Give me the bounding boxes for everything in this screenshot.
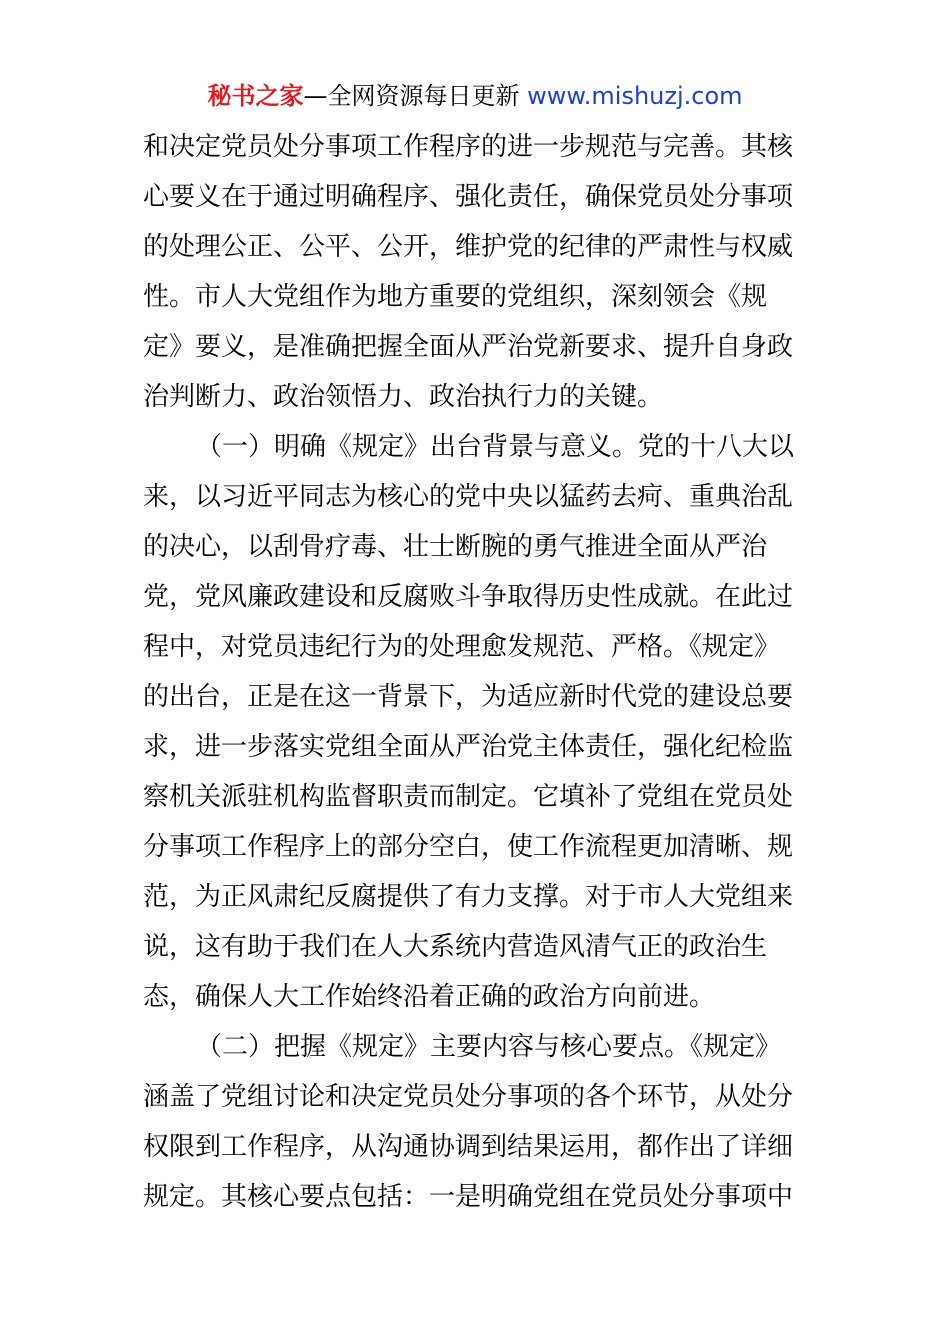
text-line: 定》要义，是准确把握全面从严治党新要求、提升自身政 bbox=[143, 332, 794, 362]
text-line: 态，确保人大工作始终沿着正确的政治方向前进。 bbox=[143, 982, 716, 1012]
text-line: 心要义在于通过明确程序、强化责任，确保党员处分事项 bbox=[143, 182, 794, 212]
text-line: 性。市人大党组作为地方重要的党组织，深刻领会《规 bbox=[143, 282, 768, 312]
text-line: 的出台，正是在这一背景下，为适应新时代党的建设总要 bbox=[143, 682, 794, 712]
page-header bbox=[0, 80, 950, 112]
text-line: 范，为正风肃纪反腐提供了有力支撑。对于市人大党组来 bbox=[143, 882, 794, 912]
text-line: 分事项工作程序上的部分空白，使工作流程更加清晰、规 bbox=[143, 832, 794, 862]
text-line: 规定。其核心要点包括：一是明确党组在党员处分事项中 bbox=[143, 1182, 794, 1212]
text-line: 的决心，以刮骨疗毒、壮士断腕的勇气推进全面从严治 bbox=[143, 532, 768, 562]
brand-name: 秘书之家 bbox=[207, 82, 304, 110]
text-line: 党，党风廉政建设和反腐败斗争取得历史性成就。在此过 bbox=[143, 582, 794, 612]
text-line: 权限到工作程序，从沟通协调到结果运用，都作出了详细 bbox=[143, 1132, 794, 1162]
text-line: 程中，对党员违纪行为的处理愈发规范、严格。《规定》 bbox=[143, 632, 781, 662]
text-line: 治判断力、政治领悟力、政治执行力的关键。 bbox=[143, 382, 664, 412]
text-line: 涵盖了党组讨论和决定党员处分事项的各个环节，从处分 bbox=[143, 1082, 794, 1112]
text-line: 求，进一步落实党组全面从严治党主体责任，强化纪检监 bbox=[143, 732, 794, 762]
text-line: 和决定党员处分事项工作程序的进一步规范与完善。其核 bbox=[143, 132, 794, 162]
text-line: 的处理公正、公平、公开，维护党的纪律的严肃性与权威 bbox=[143, 232, 794, 262]
header-tagline: —全网资源每日更新 bbox=[303, 82, 528, 110]
text-line: 来，以习近平同志为核心的党中央以猛药去疴、重典治乱 bbox=[143, 482, 794, 512]
section-heading-line: （二）把握《规定》主要内容与核心要点。《规定》 bbox=[196, 1032, 782, 1062]
document-body bbox=[143, 122, 807, 1222]
text-line: 察机关派驻机构监督职责而制定。它填补了党组在党员处 bbox=[143, 782, 794, 812]
text-line: 说，这有助于我们在人大系统内营造风清气正的政治生 bbox=[143, 932, 768, 962]
site-url[interactable]: www.mishuzj.com bbox=[527, 82, 743, 110]
section-heading-line: （一）明确《规定》出台背景与意义。党的十八大以 bbox=[196, 432, 795, 462]
